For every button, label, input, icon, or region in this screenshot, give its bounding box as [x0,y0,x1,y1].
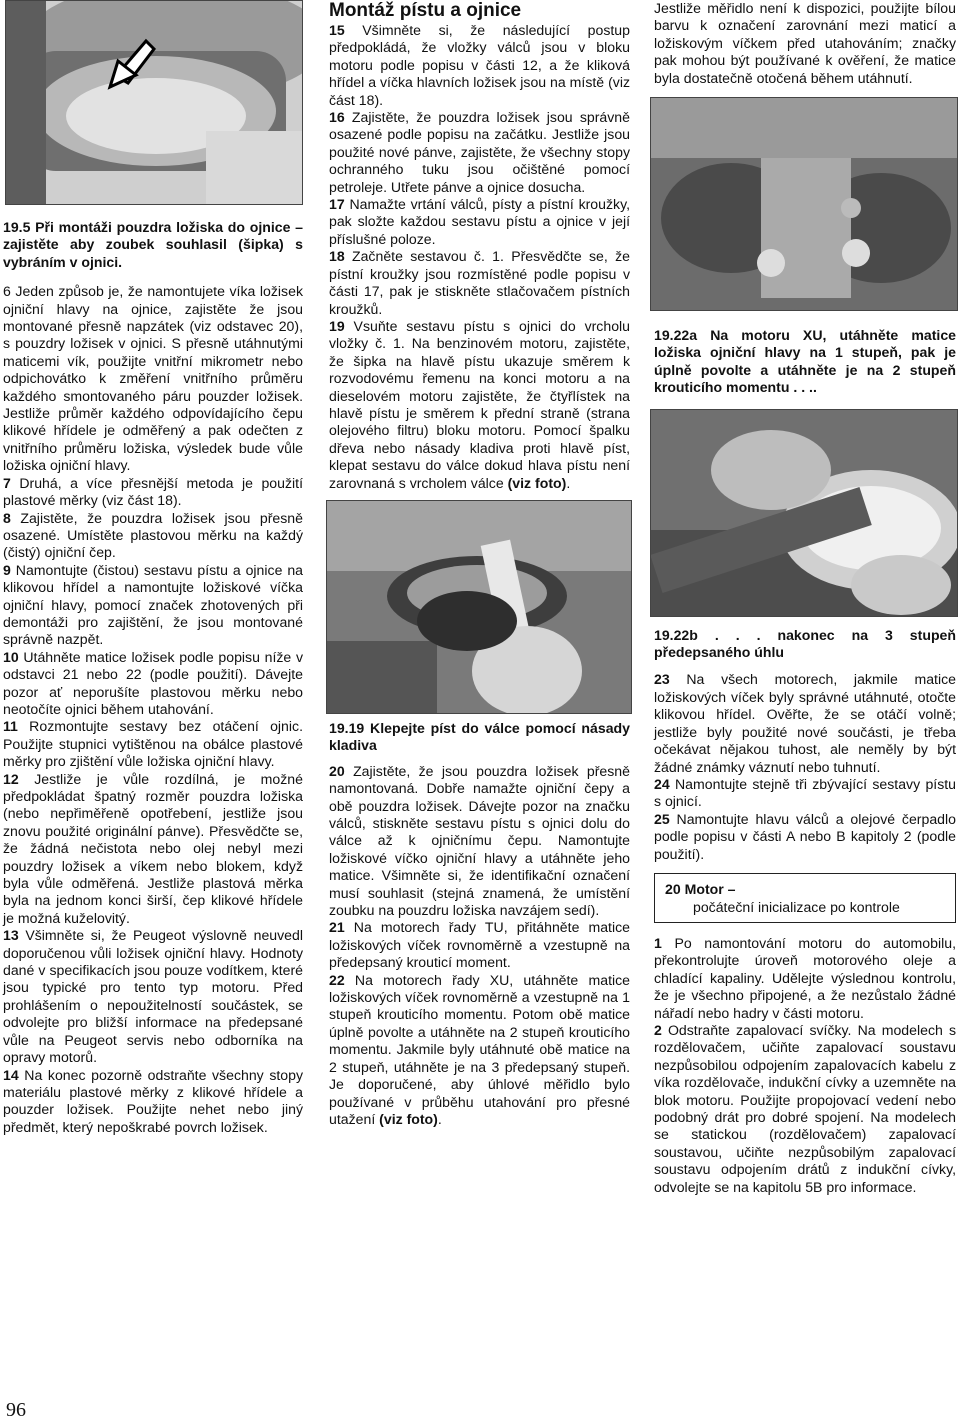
paragraph [329,22,630,109]
text-block [329,763,630,1129]
paragraph-text: Vsuňte sestavu pístu s ojnici do vrcholu vložky č. 1. Na benzinovém motoru, zajistěte, že šipka na hlavě pístu ukazuje směrem k rozvodovému řemenu na konci motoru a na dieselovém motoru zajistěte, že čtyřlístek na hlavě pístu je směrem k přední straně (strana olejového filtru) bloku motoru. Pomocí špalku dřeva nebo násady kladiva proti hlavě píst, klepat sestavu do válce dokud hlava pístu není zarovnaná s vrcholem válce [329,317,630,491]
paragraph [329,248,630,318]
paragraph-number: 22 [329,971,345,988]
section-box-title: 20 Motor – [665,880,736,897]
paragraph [329,109,630,196]
paragraph [654,1022,956,1196]
figure-caption: 19.22a Na motoru XU, utáhněte matice ložiska ojniční hlavy na 1 stupeň, pak je úplně povolte a utáhněte je na 2 stupeň krouticího momentu . . .. [654,327,956,396]
paragraph-text: Na všech motorech, jakmile matice ložiskových víček byly správné utáhnuté, otočte klikovou hřídel. Ověřte, že se otáčí volně; jestliže byly použité nové součásti, je třeba očekávat nějakou tuhost, ale neměly by být žádné známky váznutí nebo tuhnutí. [654,671,956,775]
column-1 [3,0,303,1136]
paragraph-text: Namažte vrtání válců, písty a pístní kroužky, pak složte každou sestavu pístu a ojnice v její příslušné poloze. [329,196,630,247]
paragraph [329,919,630,971]
paragraph [3,771,303,928]
photo-reference: (viz foto) [379,1110,438,1127]
paragraph [654,935,956,1022]
text-block [654,935,956,1196]
paragraph-number: 2 [654,1021,662,1038]
paragraph-text: Utáhněte matice ložisek podle popisu níže v odstavci 21 nebo 22 (podle použití). Dávejte pozor ať neporušíte plastovou měrku nebo neotočíte ojnici během utahování. [3,648,303,717]
paragraph-number: 7 [3,474,11,491]
paragraph-text: Rozmontujte sestavy bez otáčení ojnic. Použijte stupnici vytištěnou na obálce plastové měrky pro zjištění vůle ložiska ojniční hlavy. [3,718,303,770]
paragraph [3,927,303,1066]
paragraph-text: Na motorech řady TU, přitáhněte matice ložiskových víček rovnoměrně a vzestupně na předepsaný krouticí moment. [329,919,630,971]
figure-caption: 19.19 Klepejte píst do válce pomocí násady kladiva [329,719,630,754]
paragraph-number: 10 [3,648,19,665]
paragraph-number: 11 [3,718,18,735]
paragraph [654,776,956,811]
text-block [3,283,303,1136]
paragraph-text: Jestliže je vůle rozdílná, je možné předpokládat špatný rozměr pouzdra ložiska (nebo nepřiměřeně opotřebení, jestliže jsou znovu použité originální pánve). Přesvědčte se, že žádná nečistota nebo olej nebyl mezi pouzdry ložisek a víkem nebo blokem, když byla vůle odměřená. Jestliže plastová měrka byla na jednom konci širší, čep klikové hřídele je možná kuželovitý. [3,770,303,926]
text-block [654,671,956,862]
photo-bearing-shell [5,0,303,205]
page-number: 96 [6,1399,26,1421]
paragraph-number: 14 [3,1066,19,1083]
paragraph-number: 13 [3,927,19,944]
paragraph [3,562,303,649]
paragraph-text: Po namontování motoru do automobilu, překontrolujte úroveň motorového oleje a chladící kapaliny. Udělejte výslednou kontrolu, že je všechno připojené, a že nezůstalo žádné nářadí nebo hadry v části motoru. [654,934,956,1021]
figure-caption: 19.5 Při montáži pouzdra ložiska do ojnice – zajistěte aby zoubek souhlasil (šipka) s vybráním v ojnici. [3,219,303,270]
paragraph-text: Odstraňte zapalovací svíčky. Na modelech s rozdělovačem, učiňte zapalovací soustavu nezpůsobilou odpojením zapalovacích kabelu z víka rozdělovače, indukční cívky a uzemněte na blok motoru. Použijte propojovací vedení nebo podobný drát pro dobré spojení. Na modelech se statickou (rozdělovačem) zapalovací soustavou, učiňte nezpůsobilým zapalovací soustavu odpojením drátů z indukční cívky, odvolejte se na kapitolu 5B pro informace. [654,1021,956,1195]
paragraph-number: 21 [329,919,345,936]
paragraph-number: 16 [329,109,345,126]
paragraph [329,196,630,248]
paragraph-number: 8 [3,509,11,526]
paragraph-tail: . [566,474,571,491]
column-3 [654,0,956,1196]
paragraph-text: Na konec pozorně odstraňte všechny stopy materiálu plastové měrky z klikové hřídele a pouzder ložisek. Použijte nehet nebo jiný předmět, který nepoškrabé povrch ložisek. [3,1066,303,1135]
paragraph-number: 17 [329,196,345,213]
paragraph-number: 25 [654,810,670,827]
paragraph [3,1067,303,1137]
paragraph [329,972,630,1129]
section-heading: Montáž pístu a ojnice [329,0,522,21]
paragraph-text: Zajistěte, že jsou pouzdra ložisek přesně namontovaná. Dobře namažte ojniční čepy a obě pouzdra ložisek. Dávejte pozor na značku válců, stiskněte sestavu pístu s ojnici dolu do válce až k ojničnímu čepu. Namontujte ložiskové víčko ojniční hlavy a utáhněte jeho matice. Všimněte si, že identifikační označení musí souhlasit (stejná znamená, že umístění zoubku na pouzdru ložiska navzájem sedí). [329,762,630,919]
paragraph-number: 20 [329,762,345,779]
paragraph [3,283,303,474]
paragraph-number: 9 [3,561,11,578]
paragraph [654,811,956,863]
paragraph-text: Namontujte (čistou) sestavu pístu a ojnice na klikovou hřídel a namontujte ložiskové víčka ojniční hlavy, pomocí značek zhotovených při demontáži pro zajištění, že jsou montované správně nazpět. [3,561,303,648]
figure-caption: 19.22b . . . nakonec na 3 stupeň předepsaného úhlu [654,626,956,661]
paragraph [654,671,956,775]
paragraph [3,649,303,719]
text-block [329,22,630,492]
section-box-subtitle: počáteční inicializace po kontrole [693,898,900,915]
paragraph-number: 18 [329,248,345,265]
paragraph-number: 15 [329,22,345,38]
paragraph [3,475,303,510]
paragraph-text: Na motorech řady XU, utáhněte matice ložiskových víček rovnoměrně a vzestupně na 1 stupeň krouticího momentu. Potom obě matice úplně povolte a utáhněte na 2 stupeň krouticího momentu. Jakmile byly utáhnuté obě matice na 2 stupeň, utáhněte je na 3 předepsaný stupeň. Je doporučené, aby úhlové měřidlo bylo používané v průběhu utahování pro přesné utažení [329,971,630,1127]
paragraph [329,318,630,492]
paragraph-number: 23 [654,671,670,688]
paragraph-tail: . [437,1110,442,1127]
paragraph-text: Všimněte si, že Peugeot výslovně neuvedl doporučenou vůli ložisek ojniční hlavy. Hodnoty dané v specifikacích jsou pouze vodítkem, které jsou typické pro tento typ motoru. Před prohlášením o nepoužitelností součástek, se odvolejte pro bližší informace na předepsané vůle na Peugeot servis nebo odborníka na opravy motorů. [3,927,303,1066]
paragraph [3,510,303,562]
column-2 [329,0,630,1128]
paragraph-text: 6 Jeden způsob je, že namontujete víka ložisek ojniční hlavy na ojnice, zajistěte že jsou montované přesně napzátek (viz odstavec 20), s pouzdry ložisek v ojnici. S přesně utáhnutými maticemi vík, použijte vnitřní mikrometr nebo odpichovátko k změření vnitřního průměru každého smontovaného páru pouzder ložisek. Jestliže průměr každého odpovídajícího čepu klikové hřídele je odměřený a pak odečten z vnitřního průměru ložiska, výsledek bude vůle ložiska ojniční hlavy. [3,283,303,474]
paragraph [329,763,630,920]
intro-paragraph: Jestliže měřidlo není k dispozici, použijte bílou barvu k označení zarovnání mezi maticí a ložiskovým víčkem před utahováním; značky pak mohou být používané k ověření, že matice byla dostatečně otočená během utáhnutí. [654,0,956,86]
photo-torque-nuts [650,97,958,311]
section-box [654,873,956,923]
paragraph-text: Namontujte hlavu válců a olejové čerpadlo podle popisu v části A nebo B kapitoly 2 (podle použití). [654,810,956,862]
photo-angle-gauge [650,409,958,617]
paragraph-number: 24 [654,775,670,792]
paragraph-text: Druhá, a více přesnější metoda je použití plastové měrky (viz část 18). [3,474,303,509]
photo-piston-tapping [326,500,632,714]
paragraph-number: 12 [3,770,19,787]
paragraph-text: Začněte sestavou č. 1. Přesvědčte se, že pístní kroužky jsou rozmístěné podle popisu v části 17, pak je stiskněte stlačovačem pístních kroužků. [329,248,630,317]
paragraph-number: 19 [329,317,345,334]
paragraph-text: Zajistěte, že pouzdra ložisek jsou přesně osazené. Umístěte plastovou měrku na každý (čistý) ojniční čep. [3,509,303,561]
photo-reference: (viz foto) [507,474,567,491]
paragraph-text: Všimněte si, že následující postup předpokládá, že vložky válců jsou v bloku motoru podle popisu v části 12, a že kliková hřídel a víčka hlavních ložisek jsou na místě (viz část 18). [329,22,630,108]
paragraph-text: Namontujte stejně tři zbývající sestavy pístu s ojnicí. [654,775,956,810]
paragraph-text: Zajistěte, že pouzdra ložisek jsou správně osazené podle popisu na začátku. Jestliže jsou použité nové pánve, zajistěte, že všechny stopy ochranného tuku jsou očištěné pomocí petroleje. Utřete pánve a ojnice dosucha. [329,109,630,195]
paragraph-number: 1 [654,934,662,951]
paragraph [3,718,303,770]
